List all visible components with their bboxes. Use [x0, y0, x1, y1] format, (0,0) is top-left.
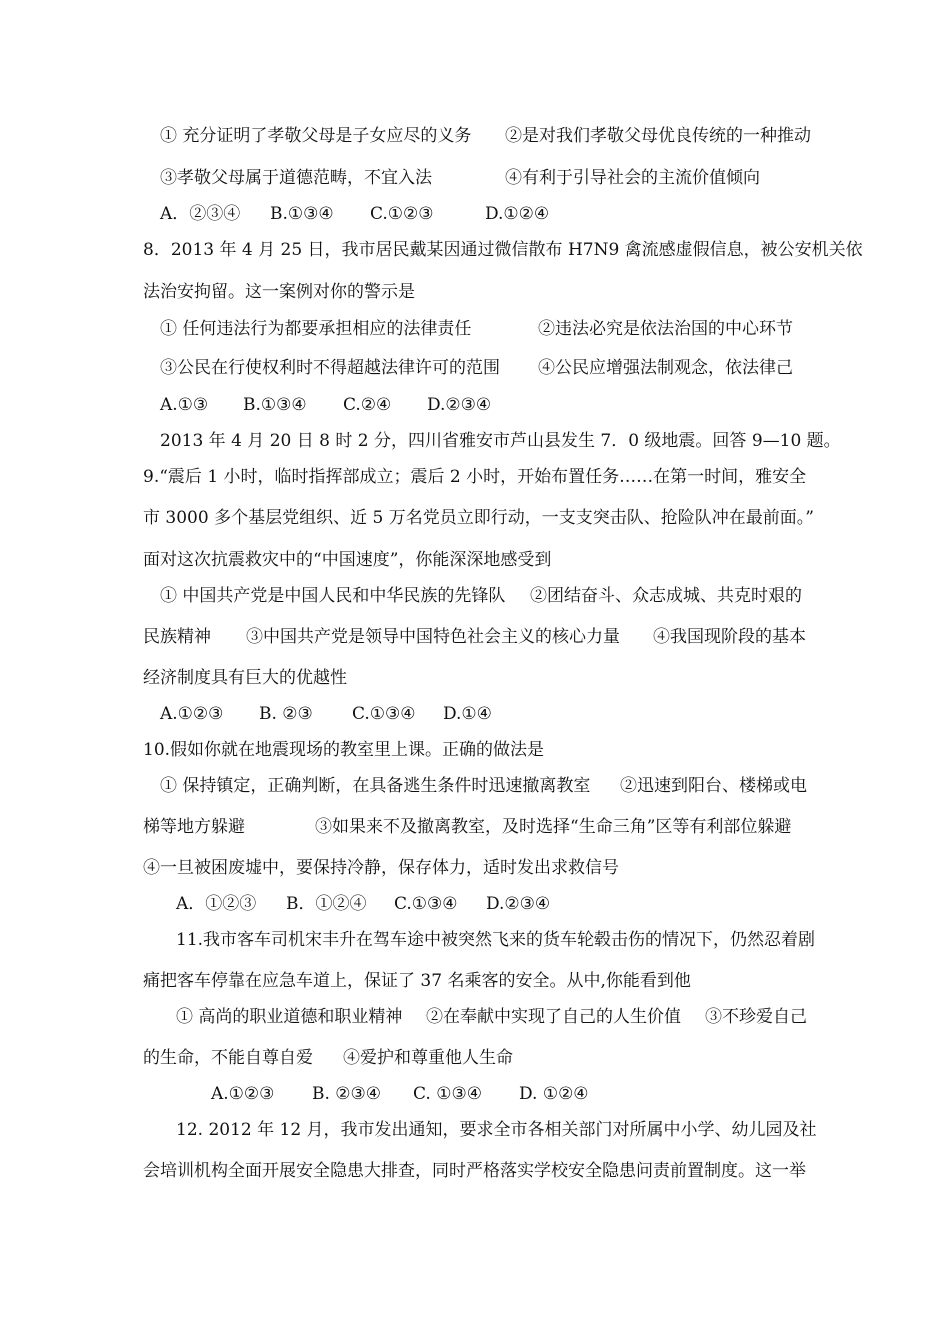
q12-stem-line2: 会培训机构全面开展安全隐患大排查，同时严格落实学校安全隐患问责前置制度。这一举 — [143, 1161, 806, 1181]
q9-option-2-cont: 民族精神 — [143, 627, 211, 647]
q9-option-1: ① 中国共产党是中国人民和中华民族的先锋队 — [160, 586, 506, 606]
earthquake-context: 2013 年 4 月 20 日 8 时 2 分，四川省雅安市芦山县发生 7．0 级地震。回答 9—10 题。 — [160, 431, 841, 451]
q9-stem-line2: 市 3000 多个基层党组织、近 5 万名党员立即行动，一支支突击队、抢险队冲在最前面。” — [143, 508, 814, 528]
q10-option-1: ① 保持镇定，正确判断，在具备逃生条件时迅速撤离教室 — [160, 776, 591, 796]
q10-option-3: ③如果来不及撤离教室，及时选择“生命三角”区等有利部位躲避 — [315, 817, 792, 837]
q10-stem: 10.假如你就在地震现场的教室里上课。正确的做法是 — [143, 740, 545, 760]
q11-option-3-cont: 的生命，不能自尊自爱 — [143, 1048, 313, 1068]
q10-choice-c: C.①③④ — [394, 894, 458, 914]
q9-choice-d: D.①④ — [443, 704, 492, 724]
q11-option-2: ②在奉献中实现了自己的人生价值 — [426, 1007, 681, 1027]
q11-option-4: ④爱护和尊重他人生命 — [343, 1048, 513, 1068]
q8-option-3: ③公民在行使权利时不得超越法律许可的范围 — [160, 358, 500, 378]
q9-stem-line1: 9.“震后 1 小时，临时指挥部成立；震后 2 小时，开始布置任务……在第一时间，雅安全 — [143, 467, 807, 487]
q8-option-1: ① 任何违法行为都要承担相应的法律责任 — [160, 319, 472, 339]
q9-option-4: ④我国现阶段的基本 — [653, 627, 806, 647]
q10-option-4: ④一旦被困废墟中，要保持冷静，保存体力，适时发出求救信号 — [143, 858, 619, 878]
q11-stem-line2: 痛把客车停靠在应急车道上，保证了 37 名乘客的安全。从中,你能看到他 — [143, 971, 691, 991]
q8-stem-line1: 8．2013 年 4 月 25 日，我市居民戴某因通过微信散布 H7N9 禽流感虚假信息，被公安机关依 — [143, 240, 863, 260]
q11-choice-a: A.①②③ — [211, 1084, 275, 1104]
q9-choice-a: A.①②③ — [160, 704, 224, 724]
q8-choice-b: B.①③④ — [243, 395, 307, 415]
q12-stem-line1: 12. 2012 年 12 月，我市发出通知，要求全市各相关部门对所属中小学、幼儿园及社 — [176, 1120, 817, 1140]
q10-choice-b: B．①②④ — [286, 894, 367, 914]
q7-option-3: ③孝敬父母属于道德范畴，不宜入法 — [160, 168, 432, 188]
q11-option-1: ① 高尚的职业道德和职业精神 — [176, 1007, 403, 1027]
q9-stem-line3: 面对这次抗震救灾中的“中国速度”，你能深深地感受到 — [143, 550, 552, 570]
q11-choice-b: B. ②③④ — [312, 1084, 382, 1104]
q7-choice-b: B.①③④ — [270, 204, 334, 224]
q11-stem-line1: 11.我市客车司机宋丰升在驾车途中被突然飞来的货车轮毂击伤的情况下，仍然忍着剧 — [176, 930, 816, 950]
q8-choice-d: D.②③④ — [427, 395, 492, 415]
q10-choice-d: D.②③④ — [486, 894, 551, 914]
q9-option-2: ②团结奋斗、众志成城、共克时艰的 — [530, 586, 802, 606]
q7-choice-c: C.①②③ — [370, 204, 434, 224]
q9-choice-c: C.①③④ — [352, 704, 416, 724]
q7-option-4: ④有利于引导社会的主流价值倾向 — [505, 168, 760, 188]
q7-option-2: ②是对我们孝敬父母优良传统的一种推动 — [505, 126, 811, 146]
q8-stem-line2: 法治安拘留。这一案例对你的警示是 — [143, 282, 415, 302]
q11-choice-d: D. ①②④ — [519, 1084, 589, 1104]
q10-option-2-cont: 梯等地方躲避 — [143, 817, 245, 837]
q11-choice-c: C. ①③④ — [413, 1084, 482, 1104]
q10-option-2: ②迅速到阳台、楼梯或电 — [620, 776, 807, 796]
q8-option-4: ④公民应增强法制观念，依法律己 — [538, 358, 793, 378]
q8-choice-a: A.①③ — [160, 395, 209, 415]
q8-choice-c: C.②④ — [343, 395, 392, 415]
q11-option-3: ③不珍爱自己 — [705, 1007, 807, 1027]
q7-choice-d: D.①②④ — [485, 204, 550, 224]
q7-choice-a: A．②③④ — [160, 204, 241, 224]
q9-choice-b: B. ②③ — [259, 704, 313, 724]
q9-option-3: ③中国共产党是领导中国特色社会主义的核心力量 — [246, 627, 620, 647]
q7-option-1: ① 充分证明了孝敬父母是子女应尽的义务 — [160, 126, 472, 146]
q8-option-2: ②违法必究是依法治国的中心环节 — [538, 319, 793, 339]
q9-option-4-cont: 经济制度具有巨大的优越性 — [143, 668, 347, 688]
q10-choice-a: A．①②③ — [176, 894, 257, 914]
